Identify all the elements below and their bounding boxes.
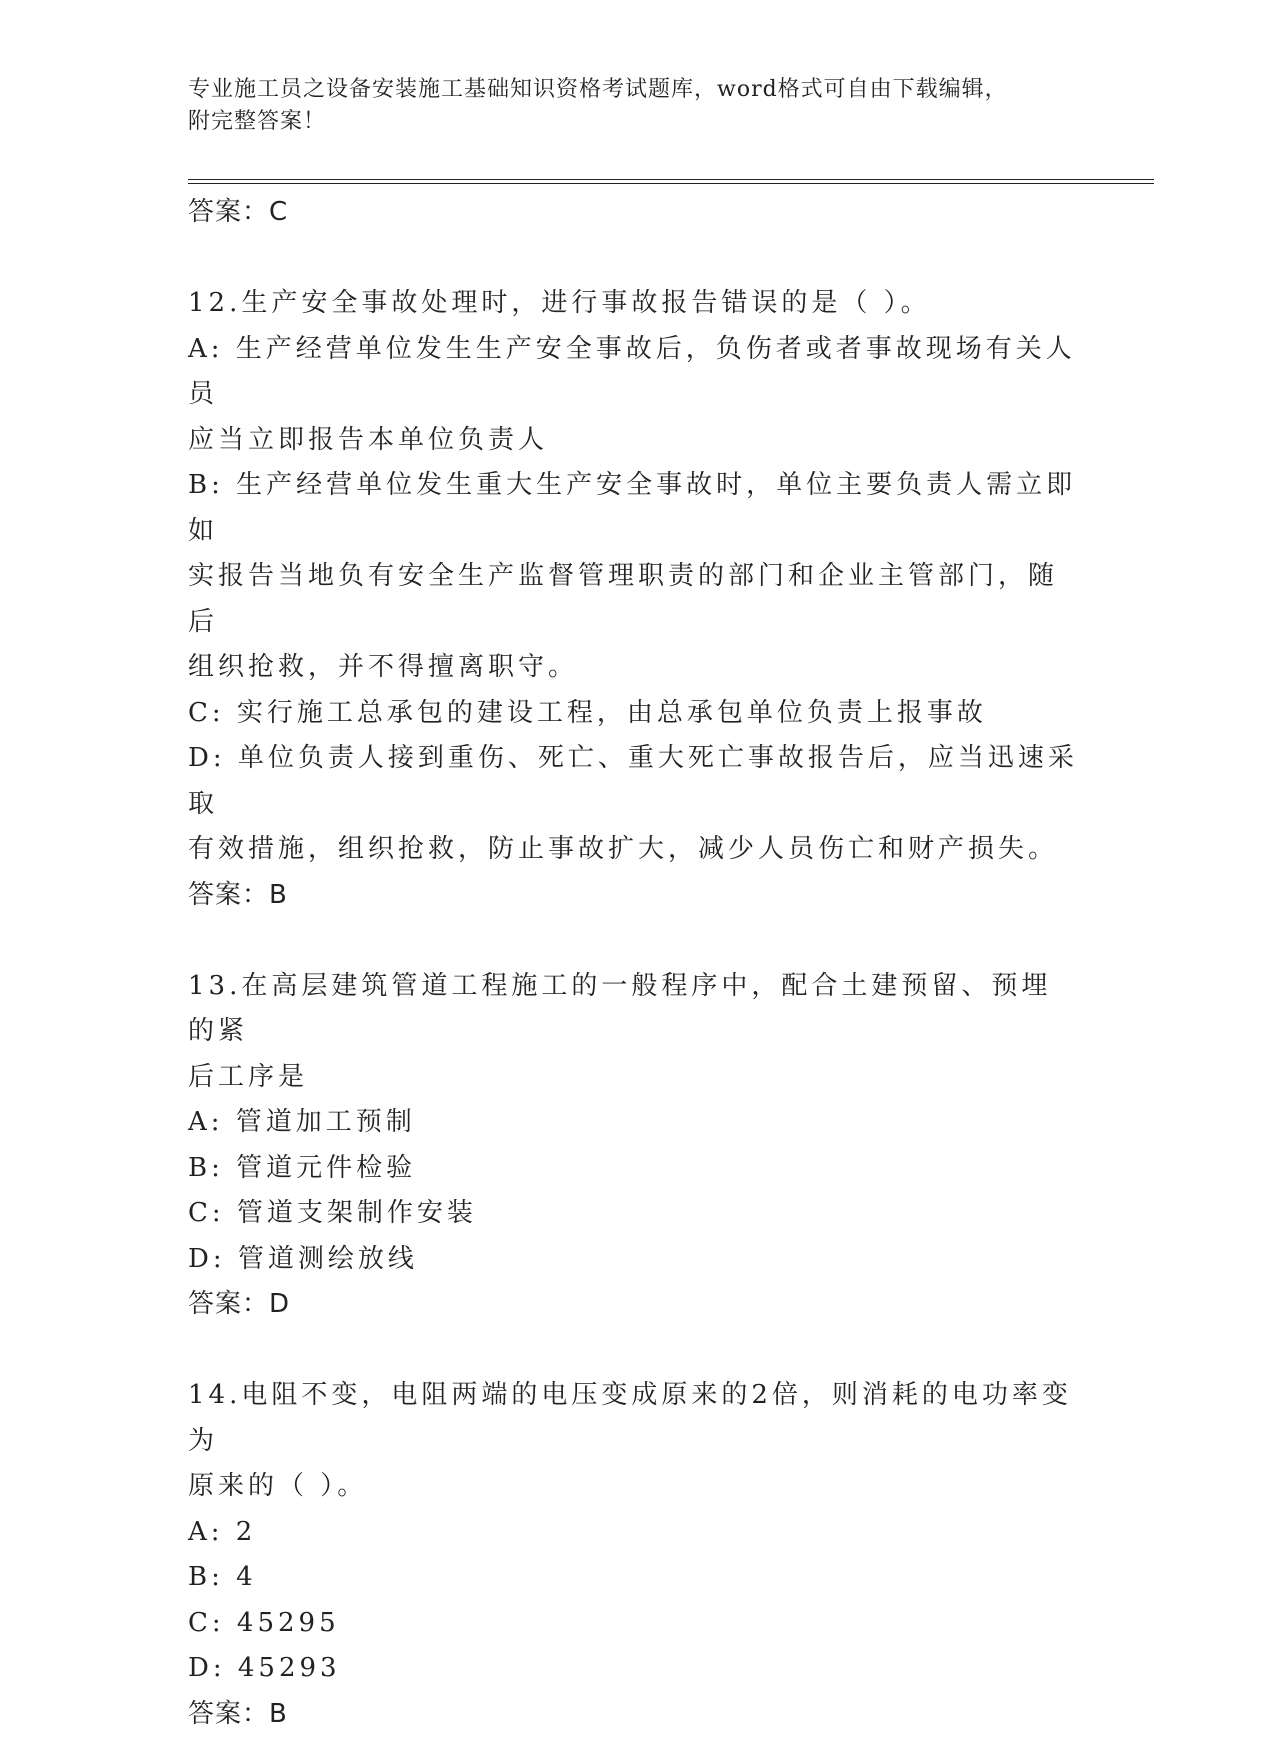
question-stem-line: 13.在高层建筑管道工程施工的一般程序中，配合土建预留、预埋的紧 — [188, 964, 1078, 1055]
spacer — [188, 236, 1078, 282]
option-a: A: 管道加工预制 — [188, 1100, 1078, 1146]
answer: 答案：B — [188, 1692, 1078, 1737]
header-line-2: 附完整答案！ — [188, 106, 1068, 138]
question-14 — [188, 1373, 1078, 1737]
header-divider-top — [188, 179, 1154, 180]
option-b — [188, 463, 1078, 691]
header-divider-bottom — [188, 183, 1154, 184]
option-b: B: 4 — [188, 1555, 1078, 1601]
option-d — [188, 736, 1078, 873]
answer: 答案：B — [188, 873, 1078, 919]
option-line: B: 生产经营单位发生重大生产安全事故时，单位主要负责人需立即如 — [188, 463, 1078, 554]
option-d: D: 45293 — [188, 1646, 1078, 1692]
option-c: C: 管道支架制作安装 — [188, 1191, 1078, 1237]
option-line: 有效措施，组织抢救，防止事故扩大，减少人员伤亡和财产损失。 — [188, 827, 1078, 873]
question-stem-line: 原来的（ ）。 — [188, 1464, 1078, 1510]
option-line: 组织抢救，并不得擅离职守。 — [188, 645, 1078, 691]
spacer — [188, 918, 1078, 964]
question-stem-line: 后工序是 — [188, 1055, 1078, 1101]
document-header — [188, 74, 1068, 138]
option-line: 应当立即报告本单位负责人 — [188, 418, 1078, 464]
header-line-1: 专业施工员之设备安装施工基础知识资格考试题库，word格式可自由下载编辑， — [188, 74, 1068, 106]
option-line: C: 实行施工总承包的建设工程，由总承包单位负责上报事故 — [188, 691, 1078, 737]
answer: 答案：D — [188, 1282, 1078, 1328]
option-line: D: 单位负责人接到重伤、死亡、重大死亡事故报告后，应当迅速采取 — [188, 736, 1078, 827]
option-c: C: 45295 — [188, 1601, 1078, 1647]
option-line: 实报告当地负有安全生产监督管理职责的部门和企业主管部门，随后 — [188, 554, 1078, 645]
previous-answer: 答案：C — [188, 190, 1078, 236]
spacer — [188, 1328, 1078, 1374]
question-stem-line: 12.生产安全事故处理时，进行事故报告错误的是（ ）。 — [188, 281, 1078, 327]
option-d: D: 管道测绘放线 — [188, 1237, 1078, 1283]
question-stem-line: 14.电阻不变，电阻两端的电压变成原来的2倍，则消耗的电功率变为 — [188, 1373, 1078, 1464]
option-c — [188, 691, 1078, 737]
option-b: B: 管道元件检验 — [188, 1146, 1078, 1192]
option-line: A: 生产经营单位发生生产安全事故后，负伤者或者事故现场有关人员 — [188, 327, 1078, 418]
document-body — [188, 190, 1078, 1737]
question-13 — [188, 964, 1078, 1328]
option-a: A: 2 — [188, 1510, 1078, 1556]
question-12 — [188, 281, 1078, 918]
option-a — [188, 327, 1078, 464]
